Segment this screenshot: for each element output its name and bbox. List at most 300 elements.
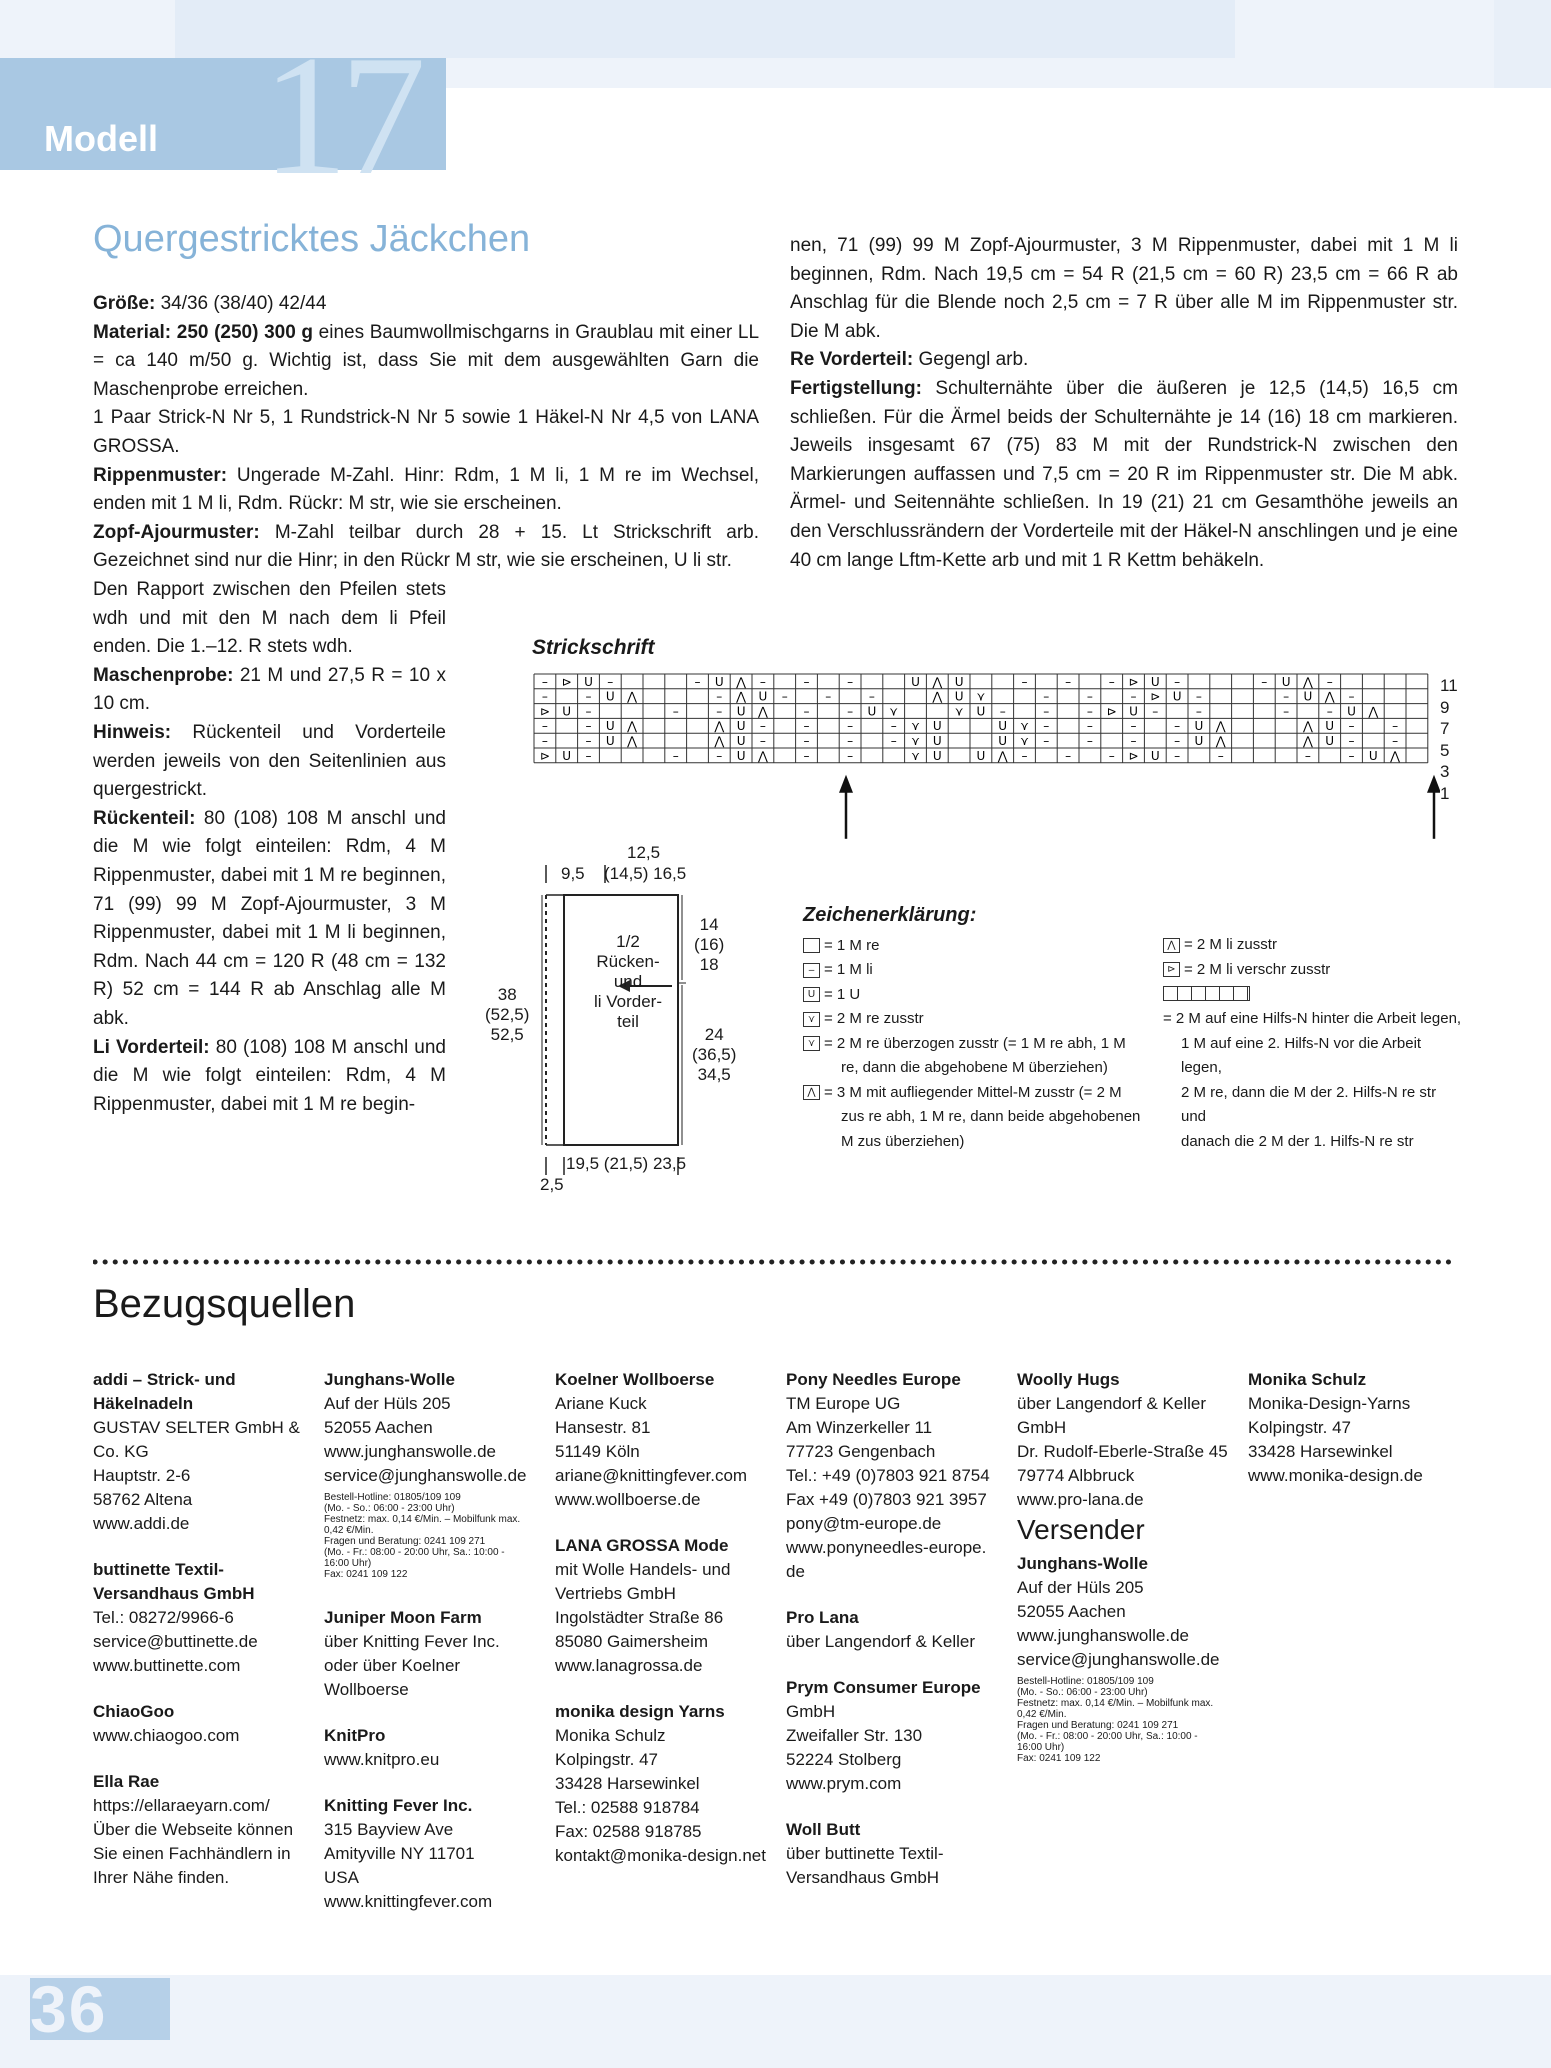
chart-symbol: – [1108, 674, 1115, 689]
hotline-line: 0,42 €/Min. [324, 1525, 374, 1536]
knitting-chart [530, 670, 1440, 860]
gap [555, 1512, 770, 1534]
supplier-line: Vertriebs GmbH [555, 1584, 676, 1603]
chart-symbol: U [1281, 674, 1291, 689]
supplier-line: www.wollboerse.de [555, 1490, 701, 1509]
bezug-column-1 [93, 1368, 308, 1890]
supplier-line: www.prym.com [786, 1774, 902, 1793]
chart-symbol: – [825, 689, 832, 704]
supplier-line: Fax +49 (0)7803 921 3957 [786, 1490, 987, 1509]
chart-symbol: ⊳ [1128, 748, 1139, 763]
chart-symbol: – [1152, 704, 1159, 719]
schematic-label-line: 1/2 [616, 932, 640, 951]
dim-right-top-line: 18 [699, 955, 719, 974]
supplier-line: www.addi.de [93, 1514, 190, 1533]
chart-symbol: ⋎ [911, 734, 920, 748]
chart-symbol: U [1194, 719, 1204, 734]
chart-symbol: – [803, 674, 810, 689]
supplier-line: Tel.: +49 (0)7803 921 8754 [786, 1466, 990, 1485]
chart-symbol: – [716, 704, 723, 719]
chart-symbol: U [1129, 704, 1138, 719]
chart-symbol: ⋎ [889, 704, 899, 719]
chart-symbol: ⋀ [757, 704, 768, 719]
legend-text: = 2 M re zusstr [824, 1010, 924, 1027]
supplier-line: 58762 Altena [93, 1490, 193, 1509]
col1n-paragraph [93, 719, 446, 805]
col1-text: M-Zahl teilbar durch 28 + 15. Lt Strickschrift arb. Gezeichnet sind nur die Hinr; in den Rückr M str, wie sie erscheinen, U li str. [93, 521, 760, 572]
supplier-line: www.ponyneedles-europe. [786, 1538, 987, 1557]
col1-text: 34/36 (38/40) 42/44 [160, 293, 327, 314]
supplier-line: www.buttinette.com [93, 1656, 241, 1675]
chart-symbol: – [1348, 719, 1355, 734]
supplier-line: GmbH [1017, 1418, 1067, 1437]
supplier-line: oder über Koelner [324, 1656, 461, 1675]
chart-symbol: – [759, 674, 766, 689]
legend-text: = 2 M li zusstr [1184, 936, 1277, 953]
schematic-label-line: teil [617, 1012, 639, 1031]
chart-symbol: ⋀ [714, 719, 725, 734]
supplier-name: Monika Schulz [1248, 1370, 1367, 1389]
gap [786, 1584, 1001, 1606]
instructions-column-1 [93, 290, 759, 576]
col2-text: nen, 71 (99) 99 M Zopf-Ajourmuster, 3 M Rippenmuster, dabei mit 1 M li beginnen, Rdm. Nach 19,5 cm = 54 R (21,5 cm = 60 R) 23,5 cm = 66 R ab Anschlag für die Blende noch 2,5 cm = 7 R über alle M im Rippenmuster str. Die M abk. [790, 235, 1458, 342]
chart-symbol: U [932, 734, 942, 748]
bezug-column-4 [786, 1368, 1001, 1890]
hotline-line: (Mo. - Fr.: 08:00 - 20:00 Uhr, Sa.: 10:00 - [1017, 1731, 1198, 1742]
dim-right-top [694, 915, 724, 975]
supplier-line: über buttinette Textil- [786, 1844, 944, 1863]
legend-text: M zus überziehen) [841, 1132, 965, 1150]
chart-symbol: – [759, 734, 766, 748]
supplier-line: www.lanagrossa.de [555, 1656, 703, 1675]
supplier-line: Tel.: 08272/9966-6 [93, 1608, 234, 1627]
chart-row-number: 7 [1440, 719, 1450, 738]
chart-symbol: U [605, 719, 615, 734]
repeat-arrow-head [1427, 775, 1440, 793]
supplier-line: Zweifaller Str. 130 [786, 1726, 923, 1745]
chart-symbol: – [1392, 734, 1399, 748]
supplier-line: TM Europe UG [786, 1394, 901, 1413]
instructions-column-2 [790, 232, 1458, 575]
supplier-name: Junghans-Wolle [1017, 1554, 1148, 1573]
col2-paragraph [790, 232, 1458, 346]
hotline-line: Bestell-Hotline: 01805/109 109 [1017, 1676, 1154, 1687]
dim-right-bottom-line: 34,5 [697, 1065, 731, 1084]
legend-text: = 1 M re [824, 936, 880, 954]
chart-symbol: – [1195, 704, 1202, 719]
legend-symbol-icon: U [803, 987, 820, 1002]
supplier-line: Über die Webseite können [93, 1820, 294, 1839]
chart-symbol: – [847, 719, 854, 734]
supplier-line: 79774 Albbruck [1017, 1466, 1135, 1485]
header-band-right [1494, 0, 1551, 88]
dim-left-line: (52,5) [485, 1005, 530, 1024]
dim-left-line: 52,5 [490, 1025, 524, 1044]
chart-symbol: ⋎ [1020, 734, 1029, 748]
chart-symbol: U [1368, 748, 1378, 763]
supplier-line: Co. KG [93, 1442, 149, 1461]
col1n-text: Rückenteil und Vorderteile werden jeweils von den Seitenlinien aus quergestrickt. [93, 721, 447, 801]
dotted-divider [93, 1258, 1459, 1266]
chart-symbol: – [541, 719, 548, 734]
chart-symbol: ⋎ [911, 719, 920, 734]
chart-symbol: – [1195, 689, 1202, 704]
chart-symbol: ⋀ [1215, 734, 1226, 748]
chart-symbol: U [911, 674, 920, 689]
chart-symbol: ⊳ [1150, 689, 1161, 704]
supplier-line: www.pro-lana.de [1017, 1490, 1144, 1509]
supplier-line: 51149 Köln [555, 1442, 640, 1461]
supplier-line: https://ellaraeyarn.com/ [93, 1796, 270, 1815]
schematic-label-line: Rücken- [596, 952, 660, 971]
supplier-line: Kolpingstr. 47 [1248, 1418, 1352, 1437]
col2-label: Fertigstellung: [790, 377, 922, 399]
chart-symbol: – [585, 734, 592, 748]
col1-paragraph [93, 319, 759, 405]
repeat-arrow-head [839, 775, 853, 793]
col1-label: Rippenmuster: [93, 464, 228, 486]
supplier-name: Juniper Moon Farm [324, 1608, 482, 1627]
chart-symbol: – [890, 734, 897, 748]
col1-label: Zopf-Ajourmuster: [93, 521, 260, 543]
chart-symbol: – [541, 734, 548, 748]
supplier-line: 33428 Harsewinkel [555, 1774, 700, 1793]
supplier-line: ariane@knittingfever.com [555, 1466, 748, 1485]
chart-symbol: U [998, 734, 1008, 748]
hotline-line: Festnetz: max. 0,14 €/Min. – Mobilfunk max. [324, 1514, 521, 1525]
supplier-name: monika design Yarns [555, 1702, 725, 1721]
supplier-name: Versandhaus GmbH [93, 1584, 255, 1603]
chart-symbol: – [1086, 689, 1093, 704]
supplier-line: 52224 Stolberg [786, 1750, 902, 1769]
supplier-name: Koelner Wollboerse [555, 1370, 715, 1389]
supplier-line: 315 Bayview Ave [324, 1820, 454, 1839]
supplier-name: buttinette Textil- [93, 1560, 224, 1579]
chart-symbol: ⊳ [1106, 704, 1117, 719]
legend-text: zus re abh, 1 M re, dann beide abgehobenen [841, 1108, 1141, 1125]
supplier-line: Hauptstr. 2-6 [93, 1466, 191, 1485]
chart-symbol: ⋎ [954, 704, 964, 719]
col2-paragraph [790, 346, 1458, 375]
chart-symbol: – [847, 748, 854, 763]
col1-text: Ungerade M-Zahl. Hinr: Rdm, 1 M li, 1 M re im Wechsel, enden mit 1 M li, Rdm. Rückr: M str, wie sie erscheinen. [93, 464, 759, 515]
supplier-name: Häkelnadeln [93, 1394, 194, 1413]
schematic-label-line: li Vorder- [593, 992, 663, 1011]
chart-symbol: ⊳ [561, 674, 572, 689]
supplier-name: KnitPro [324, 1726, 386, 1745]
chart-symbol: – [781, 689, 788, 704]
chart-row-number: 5 [1440, 740, 1450, 760]
chart-symbol: U [932, 719, 942, 734]
hotline-line: Bestell-Hotline: 01805/109 109 [324, 1492, 461, 1503]
dim-right-top-line: 14 [699, 915, 719, 934]
chart-symbol: U [736, 748, 746, 763]
chart-symbol: ⊳ [1128, 674, 1139, 689]
supplier-line: Tel.: 02588 918784 [555, 1798, 700, 1817]
chart-symbol: U [736, 719, 746, 734]
supplier-line: service@junghanswolle.de [324, 1466, 527, 1485]
bezug-column-5 [1017, 1368, 1247, 1768]
chart-symbol: – [607, 674, 614, 689]
hotline-line: Fragen und Beratung: 0241 109 271 [1017, 1720, 1179, 1731]
chart-symbol: ⋀ [1302, 719, 1313, 734]
legend-symbol-icon: ⋎ [803, 1012, 820, 1027]
page-title: Quergestricktes Jäckchen [93, 218, 531, 260]
gap [93, 1536, 308, 1558]
dim-top-total: 12,5 [627, 843, 661, 862]
chart-symbol: U [736, 704, 746, 719]
hotline-line: (Mo. - So.: 06:00 - 23:00 Uhr) [324, 1503, 455, 1514]
legend-item [803, 1007, 1140, 1032]
chart-symbol: U [1150, 748, 1160, 763]
chart-symbol: ⋀ [1368, 704, 1379, 719]
chart-symbol: – [803, 748, 810, 763]
legend [803, 903, 1140, 1154]
chart-symbol: – [847, 734, 854, 748]
legend-text: = 3 M mit aufliegender Mittel-M zusstr (= 2 M [824, 1083, 1122, 1101]
dim-right-bottom-line: (36,5) [692, 1045, 737, 1064]
chart-symbol: ⋎ [976, 689, 986, 704]
chart-symbol: – [1326, 674, 1333, 689]
supplier-name: addi – Strick- und [93, 1370, 236, 1389]
col1n-text: 80 (108) 108 M anschl und die M wie folgt einteilen: Rdm, 4 M Rippenmuster, dabei mit 1 M re beginnen, 71 (99) 99 M Zopf-Ajourmuster, 3 M Rippenmuster, dabei mit 1 M li beginnen, Rdm. Nach 44 cm = 120 R (48 cm = 132 R) 52 cm = 144 R ab Anschlag alle M abk. [93, 807, 446, 1029]
legend-symbol-icon [803, 938, 820, 953]
chart-symbol: U [1303, 689, 1313, 704]
chart-symbol: – [1174, 719, 1181, 734]
chart-symbol: – [1043, 704, 1050, 719]
chart-symbol: – [672, 748, 679, 763]
bezug-column-3 [555, 1368, 770, 1868]
supplier-line: Auf der Hüls 205 [1017, 1578, 1144, 1597]
chart-symbol: – [1086, 734, 1093, 748]
supplier-line: www.junghanswolle.de [324, 1442, 496, 1461]
chart-symbol: – [999, 704, 1006, 719]
chart-symbol: – [1304, 748, 1311, 763]
hotline-line: Fax: 0241 109 122 [324, 1569, 408, 1580]
chart-symbol: – [1283, 704, 1290, 719]
dim-right-bottom [692, 1025, 736, 1085]
legend-text: 2 M re, dann die M der 2. Hilfs-N re str und [1181, 1083, 1437, 1125]
chart-symbol: – [585, 689, 592, 704]
supplier-line: über Knitting Fever Inc. [324, 1632, 500, 1651]
supplier-line: GmbH [786, 1702, 836, 1721]
legend-symbol-icon: ⋀ [1163, 938, 1180, 953]
col2-text: Schulternähte über die äußeren je 12,5 (14,5) 16,5 cm schließen. Für die Ärmel beids der Schulternähte je 14 (16) 18 cm markieren. Jeweils insgesamt 67 (75) 83 M mit der Rundstrick-N zwischen den Markierungen auffassen und 7,5 cm = 20 R im Rippenmuster str. Die M abk. Ärmel- und Seitennähte schließen. In 19 (21) 21 cm Gesamthöhe jeweils an den Verschlussrändern der Vorderteile mit der Häkel-N anschlingen und je eine 40 cm lange Lftm-Kette arb und mit 1 R Kettm behäkeln. [790, 377, 1458, 571]
supplier-name: Woolly Hugs [1017, 1370, 1120, 1389]
chart-symbol: – [803, 734, 810, 748]
chart-symbol: ⋎ [911, 748, 920, 763]
chart-symbol: ⋀ [627, 734, 638, 748]
bezug-column-2 [324, 1368, 539, 1914]
chart-symbol: – [1392, 719, 1399, 734]
col1n-label: Rückenteil: [93, 807, 196, 829]
legend-text: = 2 M re überzogen zusstr (= 1 M re abh, 1 M [824, 1034, 1126, 1052]
legend-right [1163, 933, 1463, 1154]
col1n-paragraph [93, 805, 446, 1034]
chart-symbol: ⋀ [932, 689, 943, 704]
gap [93, 1678, 308, 1700]
hotline-line: (Mo. - Fr.: 08:00 - 20:00 Uhr, Sa.: 10:00 - [324, 1547, 505, 1558]
supplier-line: GUSTAV SELTER GmbH & [93, 1418, 300, 1437]
dim-right-top-line: (16) [694, 935, 725, 954]
legend-text: = 1 U [824, 985, 861, 1003]
chart-symbol: U [562, 748, 572, 763]
chart-symbol: ⋀ [997, 748, 1008, 763]
modell-label: Modell [44, 118, 158, 159]
legend-title: Zeichenerklärung: [803, 904, 977, 926]
chart-symbol: ⋀ [932, 674, 943, 689]
supplier-name: Junghans-Wolle [324, 1370, 455, 1389]
chart-symbol: ⋀ [1215, 719, 1226, 734]
chart-symbol: – [1130, 734, 1137, 748]
legend-symbol-icon: – [803, 963, 820, 978]
chart-symbol: – [541, 689, 548, 704]
chart-title: Strickschrift [532, 636, 655, 659]
chart-symbol: ⋀ [1302, 734, 1313, 748]
col1n-text: Den Rapport zwischen den Pfeilen stets wdh und mit den M nach dem li Pfeil enden. Die 1.–12. R stets wdh. [93, 579, 446, 658]
gap [786, 1654, 1001, 1676]
chart-symbol: – [585, 704, 592, 719]
legend-item [803, 934, 1140, 959]
chart-symbol: ⊳ [539, 704, 550, 719]
versender-title: Versender [1017, 1514, 1145, 1545]
hotline-line: 16:00 Uhr) [1017, 1742, 1065, 1753]
chart-symbol: U [758, 689, 768, 704]
col1-paragraph [93, 290, 759, 319]
chart-symbol: U [1347, 704, 1356, 719]
supplier-line: de [786, 1562, 805, 1581]
supplier-line: Hansestr. 81 [555, 1418, 651, 1437]
hotline-line: 16:00 Uhr) [324, 1558, 372, 1569]
col1n-paragraph [93, 576, 446, 662]
chart-symbol: – [1174, 734, 1181, 748]
chart-symbol: – [1021, 674, 1028, 689]
chart-symbol: ⋀ [627, 719, 638, 734]
cable-symbol-icon [1163, 986, 1250, 1001]
hotline-line: (Mo. - So.: 06:00 - 23:00 Uhr) [1017, 1687, 1148, 1698]
supplier-line: Dr. Rudolf-Eberle-Straße 45 [1017, 1442, 1228, 1461]
chart-symbol: – [868, 689, 875, 704]
chart-symbol: – [847, 674, 854, 689]
chart-symbol: – [1086, 704, 1093, 719]
supplier-line: 77723 Gengenbach [786, 1442, 936, 1461]
col1-paragraph [93, 519, 759, 576]
chart-symbol: – [1043, 734, 1050, 748]
supplier-line: Wollboerse [324, 1680, 409, 1699]
chart-symbol: – [1217, 748, 1224, 763]
supplier-line: Auf der Hüls 205 [324, 1394, 451, 1413]
col1n-paragraph [93, 1034, 446, 1120]
legend-text: = 2 M auf eine Hilfs-N hinter die Arbeit legen, [1163, 1010, 1462, 1027]
chart-symbol: U [1172, 689, 1182, 704]
gap [324, 1772, 539, 1794]
chart-symbol: – [1261, 674, 1268, 689]
chart-symbol: U [998, 719, 1008, 734]
chart-row-number: 9 [1440, 697, 1450, 717]
chart-symbol: ⋎ [1020, 719, 1029, 734]
chart-symbol: ⋀ [1390, 748, 1401, 763]
col1-paragraph [93, 404, 759, 461]
instructions-column-1-narrow [93, 576, 446, 1119]
col2-text: Gegengl arb. [918, 349, 1029, 371]
supplier-line: kontakt@monika-design.net [555, 1846, 766, 1865]
legend-item [1163, 958, 1463, 983]
legend-symbol-icon: ⋎ [803, 1036, 820, 1051]
legend-text: = 2 M li verschr zusstr [1184, 960, 1331, 978]
chart-symbol: ⋀ [757, 748, 768, 763]
chart-symbol: ⋀ [1324, 689, 1335, 704]
chart-symbol: ⋀ [1302, 674, 1313, 689]
legend-text: re, dann die abgehobene M überziehen) [841, 1059, 1108, 1076]
legend-item [803, 1081, 1140, 1155]
chart-symbol: – [1021, 748, 1028, 763]
supplier-line: www.chiaogoo.com [93, 1726, 240, 1745]
chart-symbol: – [1108, 748, 1115, 763]
supplier-name: LANA GROSSA Mode [555, 1536, 729, 1555]
col1n-label: Li Vorderteil: [93, 1036, 210, 1058]
col1-text: eines Baumwollmischgarns in Graublau mit einer LL = ca 140 m/50 g. Wichtig ist, dass Sie mit dem ausgewählten Garn die Maschenprobe erreichen. [93, 321, 760, 400]
chart-symbol: – [1326, 704, 1333, 719]
chart-row-number: 3 [1440, 762, 1450, 781]
dim-left [485, 985, 529, 1045]
chart-symbol: – [1065, 674, 1072, 689]
chart-symbol: – [541, 674, 548, 689]
model-number: 17 [262, 21, 418, 211]
hotline-line: Fragen und Beratung: 0241 109 271 [324, 1536, 486, 1547]
supplier-name: Pro Lana [786, 1608, 859, 1627]
chart-symbol: – [1043, 719, 1050, 734]
supplier-line: Monika-Design-Yarns [1248, 1394, 1411, 1413]
chart-symbol: U [605, 689, 615, 704]
gap [324, 1702, 539, 1724]
supplier-line: service@buttinette.de [93, 1632, 258, 1651]
col1-label: Größe: [93, 293, 156, 314]
legend-text: 1 M auf eine 2. Hilfs-N vor die Arbeit legen, [1181, 1034, 1422, 1076]
supplier-name: Pony Needles Europe [786, 1370, 961, 1389]
chart-symbol: U [605, 734, 615, 748]
supplier-name: Ella Rae [93, 1772, 160, 1791]
chart-symbol: U [562, 704, 572, 719]
chart-symbol: ⋀ [736, 674, 747, 689]
chart-symbol: U [932, 748, 942, 763]
chart-symbol: U [954, 689, 964, 704]
dim-bottom: 19,5 (21,5) 23,5 [566, 1154, 687, 1173]
supplier-name: Knitting Fever Inc. [324, 1796, 473, 1815]
col1-text: 1 Paar Strick-N Nr 5, 1 Rundstrick-N Nr 5 sowie 1 Häkel-N Nr 4,5 von LANA GROSSA. [93, 407, 759, 457]
chart-symbol: – [694, 674, 701, 689]
supplier-line: 52055 Aachen [324, 1418, 433, 1437]
supplier-line: mit Wolle Handels- und [555, 1560, 731, 1579]
chart-symbol: U [736, 734, 746, 748]
legend-text: danach die 2 M der 1. Hilfs-N re str [1181, 1132, 1414, 1150]
hotline-info [1017, 1676, 1247, 1764]
bezugsquellen-title: Bezugsquellen [93, 1282, 356, 1326]
chart-symbol: – [803, 719, 810, 734]
supplier-line: Versandhaus GmbH [786, 1868, 940, 1887]
chart-symbol: U [976, 704, 986, 719]
chart-symbol: U [714, 674, 724, 689]
chart-symbol: – [847, 704, 854, 719]
chart-symbol: U [976, 748, 986, 763]
dim-left-line: 38 [497, 985, 517, 1004]
chart-symbol: U [584, 674, 593, 689]
col1-label: Material: 250 (250) 300 g [93, 321, 314, 343]
chart-symbol: ⋀ [627, 689, 638, 704]
legend-text: = 1 M li [824, 961, 873, 978]
hotline-line: 0,42 €/Min. [1017, 1709, 1067, 1720]
supplier-line: Ingolstädter Straße 86 [555, 1608, 724, 1627]
chart-symbol: ⋀ [714, 734, 725, 748]
